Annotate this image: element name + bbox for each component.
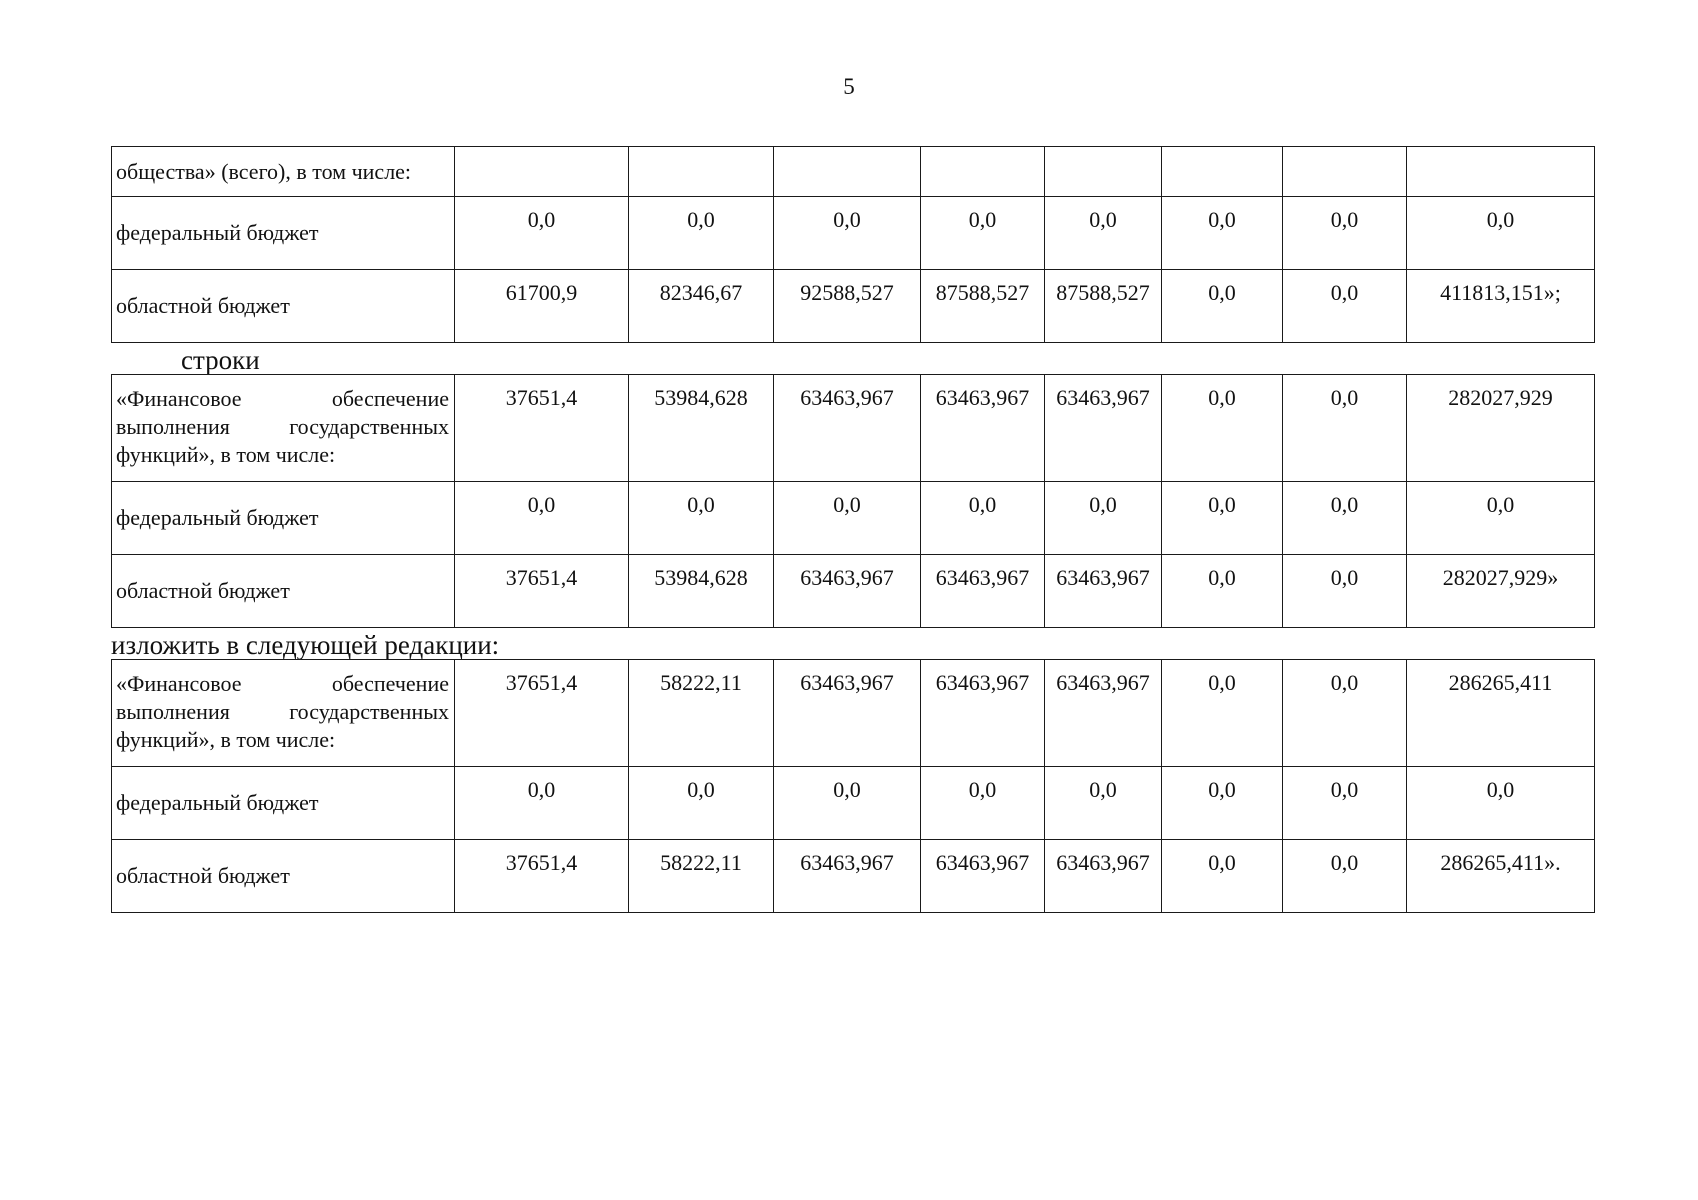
value-cell [1283, 147, 1407, 197]
value-cell: 282027,929 [1407, 375, 1595, 482]
value-cell [1162, 147, 1283, 197]
value-cell: 63463,967 [921, 840, 1045, 913]
value-cell: 0,0 [774, 482, 921, 555]
value-cell: 0,0 [1407, 482, 1595, 555]
value-cell: 63463,967 [774, 375, 921, 482]
value-cell: 0,0 [455, 767, 629, 840]
value-cell: 63463,967 [921, 555, 1045, 628]
value-cell: 82346,67 [629, 270, 774, 343]
value-cell: 58222,11 [629, 840, 774, 913]
value-cell: 0,0 [1407, 197, 1595, 270]
value-cell: 37651,4 [455, 660, 629, 767]
value-cell: 0,0 [629, 482, 774, 555]
value-cell: 63463,967 [1045, 555, 1162, 628]
value-cell: 0,0 [1162, 270, 1283, 343]
row-label: областной бюджет [112, 555, 455, 628]
table-row [112, 375, 1595, 482]
value-cell: 0,0 [921, 197, 1045, 270]
value-cell [1045, 147, 1162, 197]
row-label: «Финансовое обеспечение выполнения государственных функций», в том числе: [112, 660, 455, 767]
table-row [112, 840, 1595, 913]
value-cell: 63463,967 [1045, 660, 1162, 767]
value-cell: 63463,967 [1045, 840, 1162, 913]
value-cell: 286265,411». [1407, 840, 1595, 913]
value-cell: 282027,929» [1407, 555, 1595, 628]
value-cell [774, 147, 921, 197]
value-cell: 92588,527 [774, 270, 921, 343]
value-cell: 53984,628 [629, 555, 774, 628]
table-row [112, 270, 1595, 343]
budget-table-previous-tail [111, 146, 1595, 343]
value-cell: 0,0 [1283, 767, 1407, 840]
value-cell [921, 147, 1045, 197]
value-cell: 0,0 [1162, 482, 1283, 555]
value-cell: 0,0 [1162, 555, 1283, 628]
table-row [112, 147, 1595, 197]
value-cell: 63463,967 [921, 375, 1045, 482]
value-cell: 58222,11 [629, 660, 774, 767]
page-number: 5 [843, 74, 855, 99]
value-cell [455, 147, 629, 197]
value-cell: 63463,967 [921, 660, 1045, 767]
value-cell: 87588,527 [921, 270, 1045, 343]
value-cell [629, 147, 774, 197]
value-cell: 63463,967 [774, 555, 921, 628]
value-cell: 0,0 [629, 197, 774, 270]
value-cell: 0,0 [1283, 482, 1407, 555]
value-cell: 0,0 [1407, 767, 1595, 840]
row-label: областной бюджет [112, 270, 455, 343]
row-label: федеральный бюджет [112, 767, 455, 840]
row-label: общества» (всего), в том числе: [112, 147, 455, 197]
value-cell: 0,0 [1283, 197, 1407, 270]
value-cell: 0,0 [1045, 767, 1162, 840]
value-cell [1407, 147, 1595, 197]
value-cell: 0,0 [1283, 375, 1407, 482]
value-cell: 37651,4 [455, 840, 629, 913]
value-cell: 63463,967 [774, 840, 921, 913]
value-cell: 0,0 [1283, 840, 1407, 913]
value-cell: 0,0 [774, 197, 921, 270]
row-label: федеральный бюджет [112, 197, 455, 270]
row-label: «Финансовое обеспечение выполнения государственных функций», в том числе: [112, 375, 455, 482]
value-cell: 37651,4 [455, 375, 629, 482]
value-cell: 0,0 [921, 482, 1045, 555]
table-row [112, 767, 1595, 840]
row-label: областной бюджет [112, 840, 455, 913]
budget-table-old-edition [111, 374, 1595, 628]
budget-table-new-edition [111, 659, 1595, 913]
value-cell: 0,0 [455, 482, 629, 555]
value-cell: 0,0 [1283, 660, 1407, 767]
value-cell: 63463,967 [1045, 375, 1162, 482]
value-cell: 0,0 [455, 197, 629, 270]
row-label: федеральный бюджет [112, 482, 455, 555]
table-row [112, 197, 1595, 270]
value-cell: 63463,967 [774, 660, 921, 767]
value-cell: 286265,411 [1407, 660, 1595, 767]
value-cell: 0,0 [1162, 840, 1283, 913]
value-cell: 0,0 [629, 767, 774, 840]
table-row [112, 555, 1595, 628]
value-cell: 0,0 [1283, 555, 1407, 628]
table-row [112, 660, 1595, 767]
value-cell: 0,0 [1283, 270, 1407, 343]
value-cell: 0,0 [1045, 482, 1162, 555]
value-cell: 37651,4 [455, 555, 629, 628]
value-cell: 0,0 [921, 767, 1045, 840]
phrase-new-edition: изложить в следующей редакции: [111, 630, 500, 660]
value-cell: 0,0 [1162, 375, 1283, 482]
value-cell: 0,0 [1162, 767, 1283, 840]
value-cell: 411813,151»; [1407, 270, 1595, 343]
value-cell: 0,0 [1162, 660, 1283, 767]
value-cell: 53984,628 [629, 375, 774, 482]
value-cell: 61700,9 [455, 270, 629, 343]
phrase-rows: строки [181, 345, 260, 375]
value-cell: 0,0 [1045, 197, 1162, 270]
table-row [112, 482, 1595, 555]
value-cell: 87588,527 [1045, 270, 1162, 343]
value-cell: 0,0 [1162, 197, 1283, 270]
value-cell: 0,0 [774, 767, 921, 840]
